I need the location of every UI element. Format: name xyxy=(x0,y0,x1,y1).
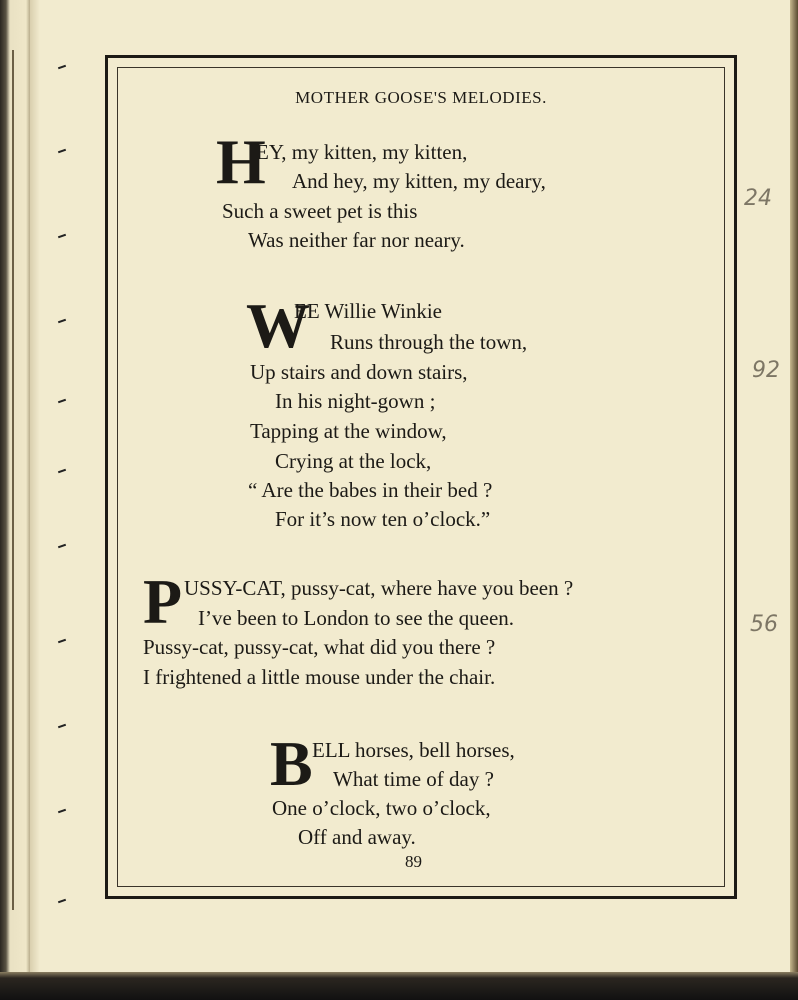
page-mark xyxy=(58,809,66,814)
margin-note: 24 xyxy=(744,186,772,211)
poem-line: Off and away. xyxy=(298,825,416,849)
drop-cap: P xyxy=(143,566,183,637)
poem-line: I’ve been to London to see the queen. xyxy=(198,606,515,630)
poem-line: Tapping at the window, xyxy=(250,419,447,443)
page-mark xyxy=(58,234,66,239)
poem-line: Runs through the town, xyxy=(330,330,528,354)
margin-note: 56 xyxy=(750,612,778,637)
poem-line: One o’clock, two o’clock, xyxy=(272,796,491,820)
page-mark xyxy=(58,65,66,70)
page-mark xyxy=(58,544,66,549)
page-mark xyxy=(58,149,66,154)
page-bottom-edge xyxy=(0,972,798,1000)
poem-line: “ Are the babes in their bed ? xyxy=(248,478,493,502)
running-title: MOTHER GOOSE'S MELODIES. xyxy=(295,88,547,107)
adjacent-page-rule xyxy=(12,50,14,910)
poem-line: In his night-gown ; xyxy=(275,389,436,413)
drop-cap: B xyxy=(270,728,313,799)
poem-line: EE Willie Winkie xyxy=(294,299,443,323)
book-gutter xyxy=(30,0,40,1000)
page-mark xyxy=(58,899,66,904)
poem-line: For it’s now ten o’clock.” xyxy=(275,507,491,531)
page-mark xyxy=(58,639,66,644)
margin-note: 92 xyxy=(752,358,780,383)
poem-line: EY, my kitten, my kitten, xyxy=(256,140,468,164)
poem-line: I frightened a little mouse under the chair. xyxy=(143,665,496,689)
drop-cap: W xyxy=(246,290,310,361)
page-mark xyxy=(58,319,66,324)
poem-line: Pussy-cat, pussy-cat, what did you there ? xyxy=(143,635,496,659)
poem-line: What time of day ? xyxy=(333,767,494,791)
poem-line: Such a sweet pet is this xyxy=(222,199,418,223)
page-mark xyxy=(58,399,66,404)
poem-line: Was neither far nor neary. xyxy=(248,228,465,252)
page-number: 89 xyxy=(405,852,422,871)
adjacent-page-edge xyxy=(0,0,30,1000)
page-mark xyxy=(58,724,66,729)
poem-line: Up stairs and down stairs, xyxy=(250,360,468,384)
page-mark xyxy=(58,469,66,474)
page-right-edge xyxy=(790,0,798,972)
poem-line: USSY-CAT, pussy-cat, where have you been ? xyxy=(184,576,574,600)
drop-cap: H xyxy=(216,126,266,197)
poem-line: Crying at the lock, xyxy=(275,449,432,473)
poem-line: And hey, my kitten, my deary, xyxy=(292,169,546,193)
poem-line: ELL horses, bell horses, xyxy=(312,738,515,762)
